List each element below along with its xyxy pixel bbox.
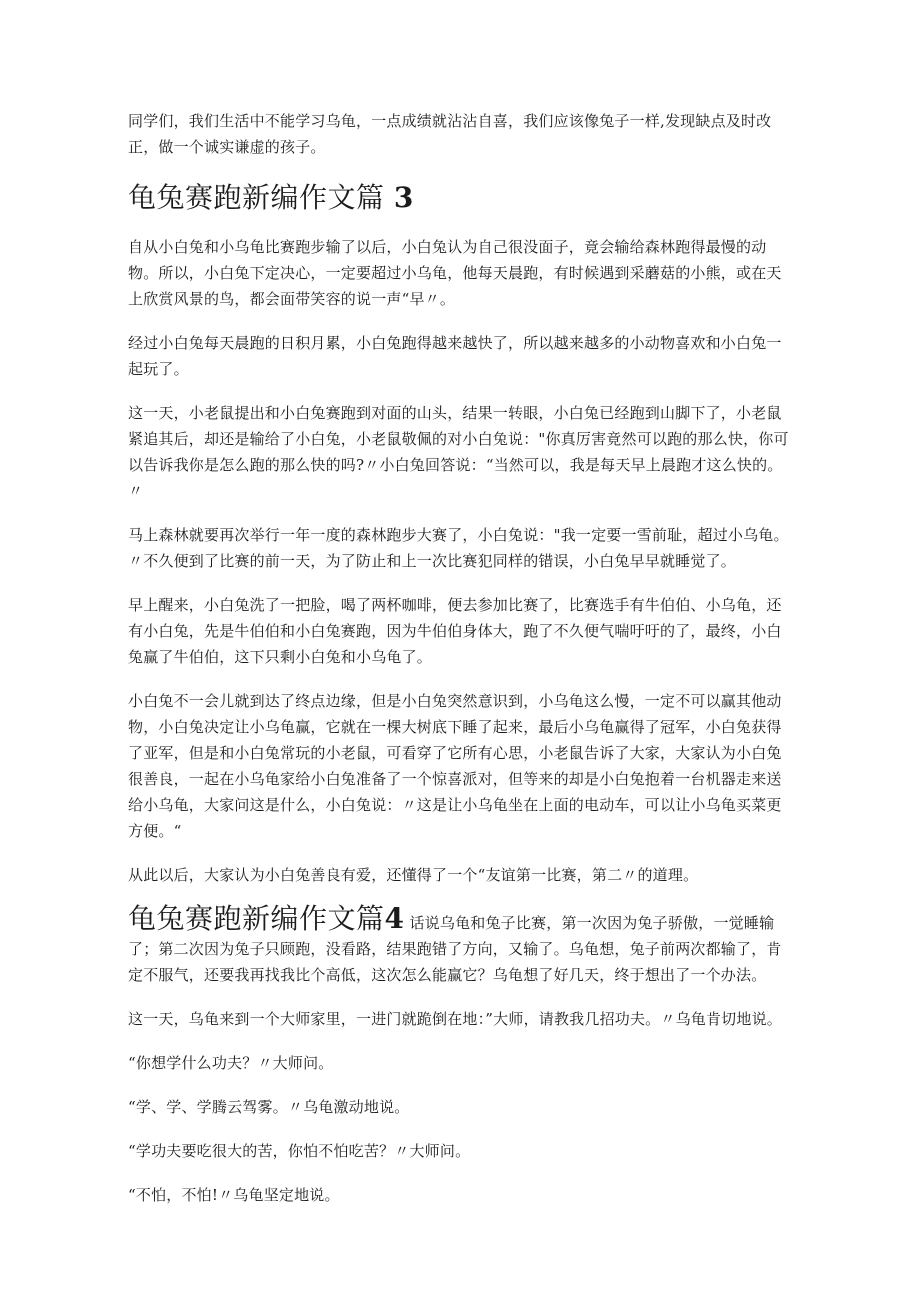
section-3-paragraph: 自从小白兔和小乌龟比赛跑步输了以后，小白兔认为自己很没面子，竟会输给森林跑得最慢的动物。所以，小白兔下定决心，一定要超过小乌龟，他每天晨跑，有时候遇到采蘑菇的小熊，或在天上欣赏风景的鸟，都会面带笑容的说一声“早〃。 bbox=[128, 238, 782, 308]
section-4-paragraph: “学、学、学腾云驾雾。〃乌龟激动地说。 bbox=[128, 1098, 410, 1116]
section-4-paragraph: “不怕，不怕!〃乌龟坚定地说。 bbox=[128, 1186, 340, 1204]
section-4-paragraph: “学功夫要吃很大的苦，你怕不怕吃苦？〃大师问。 bbox=[128, 1142, 471, 1160]
section-3-paragraph: 经过小白兔每天晨跑的日积月累，小白兔跑得越来越快了，所以越来越多的小动物喜欢和小白兔一起玩了。 bbox=[128, 334, 782, 378]
section-3-paragraph: 早上醒来，小白兔洗了一把脸，喝了两杯咖啡，便去参加比赛了，比赛选手有牛伯伯、小乌龟，还有小白兔，先是牛伯伯和小白兔赛跑，因为牛伯伯身体大，跑了不久便气喘吁吁的了，最终，小白兔赢了牛伯伯，这下只剩小白兔和小乌龟了。 bbox=[128, 596, 782, 666]
section-3-number: 3 bbox=[393, 181, 414, 214]
section-3-title: 龟兔赛跑新编作文篇 bbox=[128, 181, 385, 214]
section-4-title: 龟兔赛跑新编作文篇 bbox=[128, 902, 385, 935]
section-3-paragraph: 马上森林就要再次举行一年一度的森林跑步大赛了，小白兔说："我一定要一雪前耻，超过小乌龟。〃不久便到了比赛的前一天，为了防止和上一次比赛犯同样的错误，小白兔早早就睡觉了。 bbox=[128, 526, 789, 570]
section-3-paragraph: 从此以后，大家认为小白兔善良有爱，还懂得了一个“友谊第一比赛，第二〃的道理。 bbox=[128, 866, 699, 884]
section-4-lead bbox=[128, 902, 796, 988]
section-4-paragraph: “你想学什么功夫？〃大师问。 bbox=[128, 1054, 334, 1072]
section-3-paragraph: 这一天，小老鼠提出和小白兔赛跑到对面的山头，结果一转眼，小白兔已经跑到山脚下了，小老鼠紧追其后，却还是输给了小白兔，小老鼠敬佩的对小白兔说："你真厉害竟然可以跑的那么快，你可以告诉我你是怎么跑的那么快的吗?〃小白兔回答说：“当然可以，我是每天早上晨跑才这么快的。〃 bbox=[128, 404, 789, 500]
section-4-number: 4 bbox=[384, 902, 405, 935]
section-4-paragraph: 这一天，乌龟来到一个大师家里，一进门就跪倒在地：”大师，请教我几招功夫。〃乌龟肯切地说。 bbox=[128, 1010, 782, 1028]
document-page bbox=[128, 108, 796, 1226]
section-4-lead-text: 话说乌龟和兔子比赛，第一次因为兔子骄傲，一觉睡输了；第二次因为兔子只顾跑，没看路，结果跑错了方向，又输了。乌龟想，兔子前两次都输了，肯定不服气，还要我再找我比个高低，这次怎么能赢它？乌龟想了好几天，终于想出了一个办法。 bbox=[128, 914, 782, 984]
intro-paragraph: 同学们，我们生活中不能学习乌龟，一点成绩就沾沾自喜，我们应该像兔子一样,发现缺点及时改正，做一个诚实谦虚的孩子。 bbox=[128, 112, 772, 156]
section-3-heading bbox=[128, 178, 796, 218]
section-3-paragraph: 小白兔不一会儿就到达了终点边缘，但是小白兔突然意识到，小乌龟这么慢，一定不可以赢其他动物，小白兔决定让小乌龟赢，它就在一棵大树底下睡了起来，最后小乌龟赢得了冠军，小白兔获得了亚军，但是和小白兔常玩的小老鼠，可看穿了它所有心思，小老鼠告诉了大家，大家认为小白兔很善良，一起在小乌龟家给小白兔准备了一个惊喜派对，但等来的却是小白兔抱着一台机器走来送给小乌龟，大家问这是什么，小白兔说：〃这是让小乌龟坐在上面的电动车，可以让小乌龟买菜更方便。“ bbox=[128, 692, 782, 840]
